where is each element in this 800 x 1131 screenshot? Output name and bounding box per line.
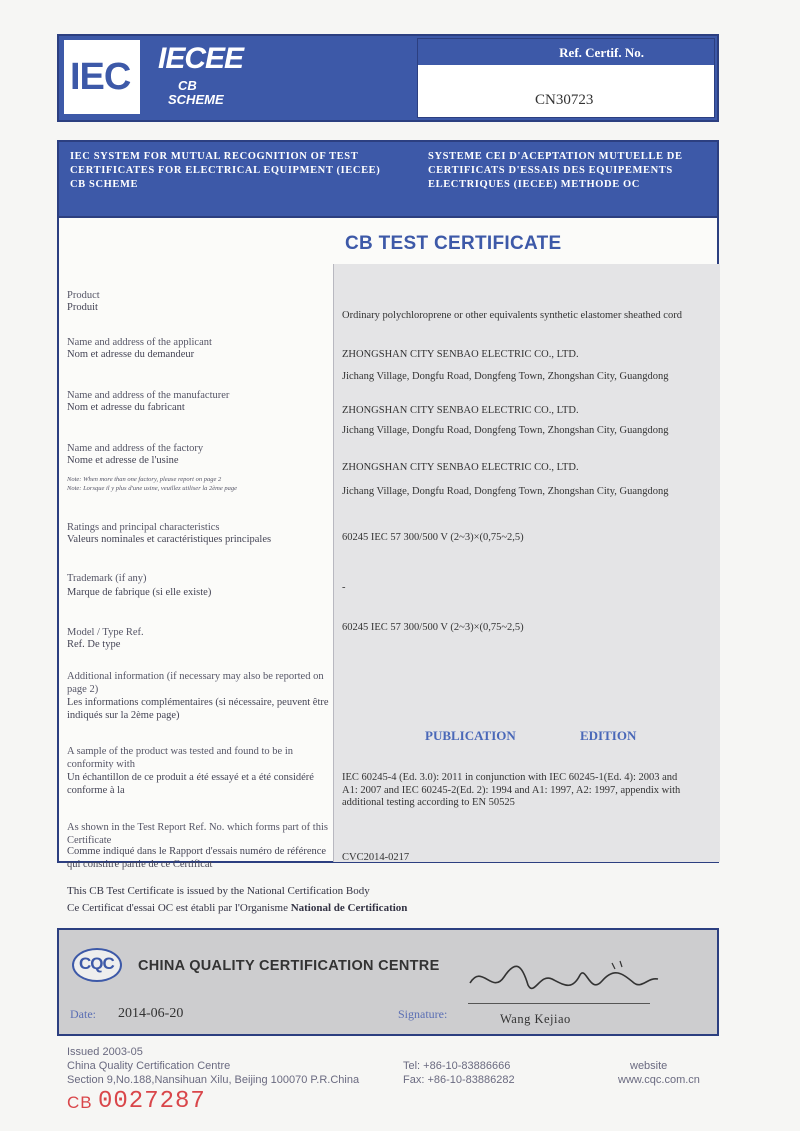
factory-address: Jichang Village, Dongfu Road, Dongfeng Town, Zhongshan City, Guangdong xyxy=(342,486,669,497)
signature-line xyxy=(468,1003,650,1004)
additional-info-label-fr: Les informations complémentaires (si nécessaire, peuvent être indiqués sur la 2ème page) xyxy=(67,697,329,721)
manufacturer-name: ZHONGSHAN CITY SENBAO ELECTRIC CO., LTD. xyxy=(342,405,579,416)
ratings-label-en: Ratings and principal characteristics xyxy=(67,522,220,533)
trademark-value: - xyxy=(342,582,346,593)
additional-info-label-en: Additional information (if necessary may also be reported on page 2) xyxy=(67,671,324,695)
ref-certif-label: Ref. Certif. No. xyxy=(418,39,714,65)
ref-certif-number: CN30723 xyxy=(535,92,594,108)
factory-name: ZHONGSHAN CITY SENBAO ELECTRIC CO., LTD. xyxy=(342,462,579,473)
certification-body-name: CHINA QUALITY CERTIFICATION CENTRE xyxy=(138,958,440,974)
edition-header: EDITION xyxy=(580,728,637,743)
ratings-value: 60245 IEC 57 300/500 V (2~3)×(0,75~2,5) xyxy=(342,532,524,543)
iec-logo: IEC xyxy=(62,38,142,116)
publication-header: PUBLICATION xyxy=(425,728,516,743)
date-label: Date: xyxy=(70,1007,96,1021)
issued-date: Issued 2003-05 xyxy=(67,1046,143,1058)
serial-prefix: CB xyxy=(67,1093,93,1112)
iecee-cb-scheme-logo: IECEE CB SCHEME xyxy=(158,42,244,107)
report-label-en: As shown in the Test Report Ref. No. which forms part of this Certificate xyxy=(67,822,328,846)
signatory-name: Wang Kejiao xyxy=(500,1012,571,1026)
footer-tel: Tel: +86-10-83886666 xyxy=(403,1060,511,1072)
applicant-address: Jichang Village, Dongfu Road, Dongfeng Town, Zhongshan City, Guangdong xyxy=(342,371,669,382)
product-value: Ordinary polychloroprene or other equivalents synthetic elastomer sheathed cord xyxy=(342,310,682,321)
trademark-label-fr: Marque de fabrique (si elle existe) xyxy=(67,587,212,598)
footer-website-label: website xyxy=(630,1060,668,1072)
issued-by-fr: Ce Certificat d'essai OC est établi par l'Organisme National de Certification xyxy=(67,902,408,914)
trademark-label-en: Trademark (if any) xyxy=(67,573,147,584)
applicant-label-fr: Nom et adresse du demandeur xyxy=(67,349,195,360)
sample-label-en: A sample of the product was tested and found to be in conformity with xyxy=(67,746,293,770)
system-title-en: IEC SYSTEM FOR MUTUAL RECOGNITION OF TEST CERTIFICATES FOR ELECTRICAL EQUIPMENT (IECEE) CB SCHEME xyxy=(70,151,381,190)
manufacturer-address: Jichang Village, Dongfu Road, Dongfeng Town, Zhongshan City, Guangdong xyxy=(342,425,669,436)
factory-label-en: Name and address of the factory xyxy=(67,443,204,454)
system-title-fr: SYSTEME CEI D'ACEPTATION MUTUELLE DE CERTIFICATS D'ESSAIS DES EQUIPEMENTS ELECTRIQUES (IECEE) METHODE OC xyxy=(428,151,683,190)
factory-note-en: Note: When more than one factory, please report on page 2 xyxy=(67,476,222,483)
ratings-label-fr: Valeurs nominales et caractéristiques principales xyxy=(67,534,272,545)
footer-org: China Quality Certification Centre xyxy=(67,1060,231,1072)
manufacturer-label-en: Name and address of the manufacturer xyxy=(67,390,230,401)
applicant-label-en: Name and address of the applicant xyxy=(67,337,212,348)
sample-label-fr: Un échantillon de ce produit a été essayé et a été considéré conforme à la xyxy=(67,772,314,796)
signature-image xyxy=(462,955,662,1005)
model-label-fr: Ref. De type xyxy=(67,639,121,650)
date-value: 2014-06-20 xyxy=(118,1006,184,1021)
factory-label-fr: Nome et adresse de l'usine xyxy=(67,455,179,466)
standard-value: IEC 60245-4 (Ed. 3.0): 2011 in conjunction with IEC 60245-1(Ed. 4): 2003 and A1: 2007 and IEC 60245-2(Ed. 2): 1994 and A1: 1997, A2: 1997, appendix with additional testing according to EN 50525 xyxy=(342,772,681,808)
factory-note-fr: Note: Lorsque il y plus d'une usine, veuillez utiliser la 2ème page xyxy=(67,485,238,492)
model-value: 60245 IEC 57 300/500 V (2~3)×(0,75~2,5) xyxy=(342,622,524,633)
manufacturer-label-fr: Nom et adresse du fabricant xyxy=(67,402,185,413)
applicant-name: ZHONGSHAN CITY SENBAO ELECTRIC CO., LTD. xyxy=(342,349,579,360)
footer-fax: Fax: +86-10-83886282 xyxy=(403,1074,515,1086)
product-label-fr: Produit xyxy=(67,302,98,313)
report-ref-value: CVC2014-0217 xyxy=(342,852,410,863)
model-label-en: Model / Type Ref. xyxy=(67,627,144,638)
footer-website: www.cqc.com.cn xyxy=(618,1074,700,1086)
footer-address: Section 9,No.188,Nansihuan Xilu, Beijing 100070 P.R.China xyxy=(67,1074,360,1086)
signature-label: Signature: xyxy=(398,1007,448,1021)
report-label-fr: Comme indiqué dans le Rapport d'essais numéro de référence qui constitre partie de ce Certificat xyxy=(67,846,327,870)
issued-by-en: This CB Test Certificate is issued by the National Certification Body xyxy=(67,885,370,897)
serial-number: 0027287 xyxy=(98,1088,206,1115)
product-label-en: Product xyxy=(67,290,100,301)
cqc-logo: CQC xyxy=(72,948,122,982)
certificate-title: CB TEST CERTIFICATE xyxy=(345,233,562,254)
